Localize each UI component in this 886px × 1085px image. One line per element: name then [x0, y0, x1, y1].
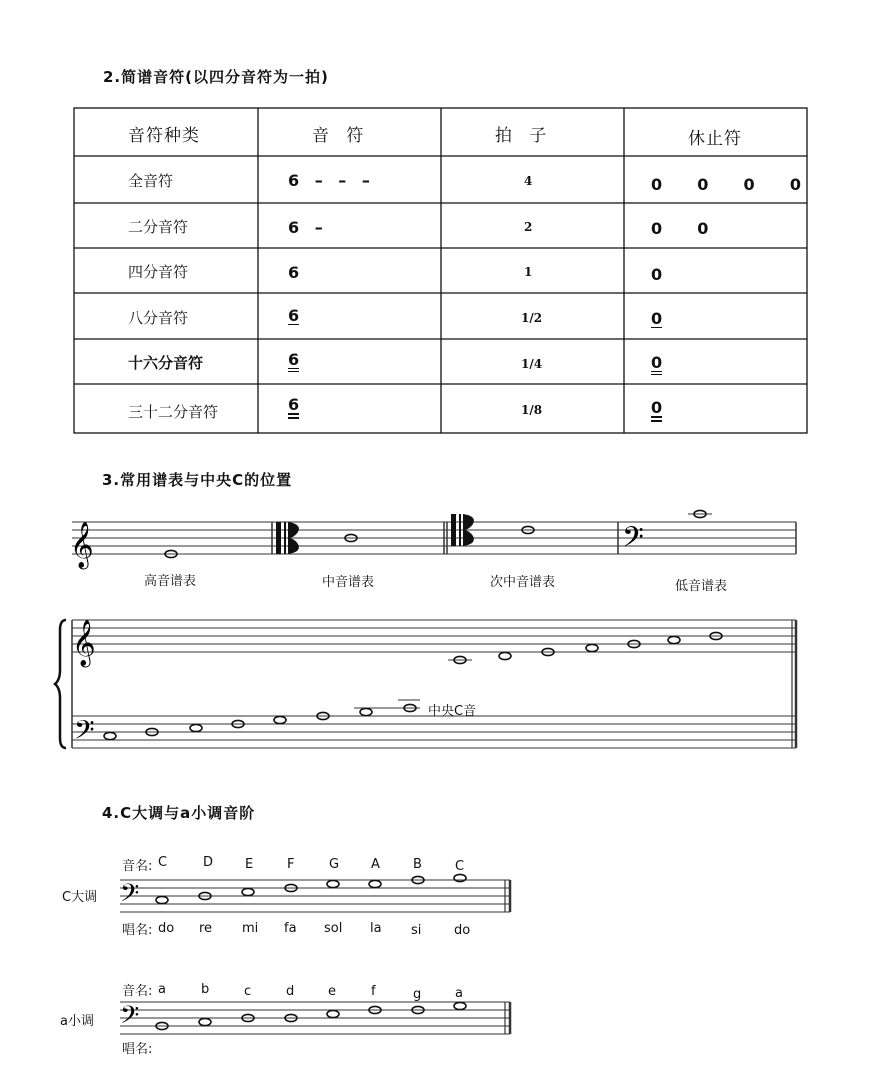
row-type-half: 二分音符 — [128, 218, 189, 236]
a-minor-sing-prefix: 唱名: — [122, 1042, 153, 1057]
row-note-half: 6 – — [288, 218, 323, 237]
row-type-sixteenth: 十六分音符 — [128, 354, 204, 372]
a-minor-bass-clef-icon: 𝄢 — [120, 1001, 140, 1036]
c-major-sing-name: do — [454, 923, 471, 938]
grand-treble-clef-icon: 𝄞 — [72, 620, 96, 666]
row-beats-sixteenth: 1/4 — [521, 357, 543, 371]
row-beats-quarter: 1 — [524, 265, 533, 279]
c-major-sing-name: fa — [284, 921, 297, 936]
row-note-eighth: 6 — [288, 306, 300, 325]
row-beats-eighth: 1/2 — [521, 311, 543, 325]
label-bass-staff: 低音谱表 — [675, 579, 728, 594]
a-minor-note-name: d — [286, 984, 295, 999]
row-rest-eighth: 0 — [651, 309, 663, 328]
row-rest-half: 0 0 — [651, 219, 709, 238]
c-major-note-name: F — [287, 857, 295, 872]
label-tenor-staff: 次中音谱表 — [490, 575, 556, 590]
section3-title: 3.常用谱表与中央C的位置 — [102, 471, 293, 489]
a-minor-names-prefix: 音名: — [122, 984, 153, 999]
c-major-note-name: B — [413, 857, 422, 872]
grand-bass-clef-icon: 𝄢 — [74, 714, 95, 752]
row-note-thirtysecond: 6 — [288, 396, 299, 419]
c-major-sing-name: la — [370, 921, 382, 936]
a-minor-note-name: c — [244, 984, 252, 999]
c-major-sing-name: sol — [324, 921, 343, 936]
middle-c-label: 中央C音 — [428, 704, 477, 719]
label-alto-staff: 中音谱表 — [322, 575, 375, 590]
row-beats-half: 2 — [524, 220, 533, 234]
row-beats-whole: 4 — [524, 174, 533, 188]
c-major-note-name: G — [329, 857, 340, 872]
a-minor-note-name: a — [455, 986, 463, 1001]
header-type: 音符种类 — [128, 126, 200, 146]
header-rest: 休止符 — [688, 129, 742, 149]
a-minor-note-name: a — [158, 982, 166, 997]
c-major-note-name: E — [245, 857, 254, 872]
label-treble-staff: 高音谱表 — [144, 574, 197, 589]
c-major-note-name: C — [158, 855, 168, 870]
c-major-label: C大调 — [62, 890, 98, 905]
a-minor-note-name: f — [371, 984, 376, 999]
c-major-note-name: D — [203, 855, 214, 870]
a-minor-note-name: e — [328, 984, 336, 999]
row-type-quarter: 四分音符 — [128, 263, 189, 281]
c-major-names-prefix: 音名: — [122, 859, 153, 874]
c-major-note-name: C — [455, 859, 465, 874]
row-type-whole: 全音符 — [128, 172, 174, 190]
c-major-sing-name: mi — [242, 921, 259, 936]
row-type-eighth: 八分音符 — [128, 309, 189, 327]
a-minor-label: a小调 — [60, 1014, 94, 1029]
c-major-sing-name: re — [199, 921, 213, 936]
header-note: 音 符 — [312, 126, 370, 146]
c-major-sing-name: si — [411, 923, 422, 938]
row-type-thirtysecond: 三十二分音符 — [128, 403, 219, 421]
row-rest-quarter: 0 — [651, 265, 663, 284]
c-major-note-name: A — [371, 857, 380, 872]
a-minor-note-name: g — [413, 987, 422, 1002]
header-beats: 拍 子 — [495, 126, 553, 146]
row-note-whole: 6 – – – — [288, 171, 370, 190]
row-rest-thirtysecond: 0 — [651, 399, 662, 422]
a-minor-note-name: b — [201, 982, 210, 997]
c-major-sing-name: do — [158, 921, 175, 936]
row-beats-thirtysecond: 1/8 — [521, 403, 543, 417]
section4-title: 4.C大调与a小调音阶 — [102, 804, 256, 822]
section2-title: 2.简谱音符(以四分音符为一拍) — [103, 68, 329, 86]
c-major-bass-clef-icon: 𝄢 — [120, 879, 140, 914]
treble-clef-icon: 𝄞 — [70, 522, 94, 568]
row-note-sixteenth: 6 — [288, 351, 299, 372]
bass-clef-icon: 𝄢 — [622, 521, 644, 561]
row-note-quarter: 6 — [288, 263, 300, 282]
row-rest-sixteenth: 0 — [651, 354, 662, 375]
c-major-sing-prefix: 唱名: — [122, 923, 153, 938]
row-rest-whole: 0 0 0 0 — [651, 175, 801, 194]
